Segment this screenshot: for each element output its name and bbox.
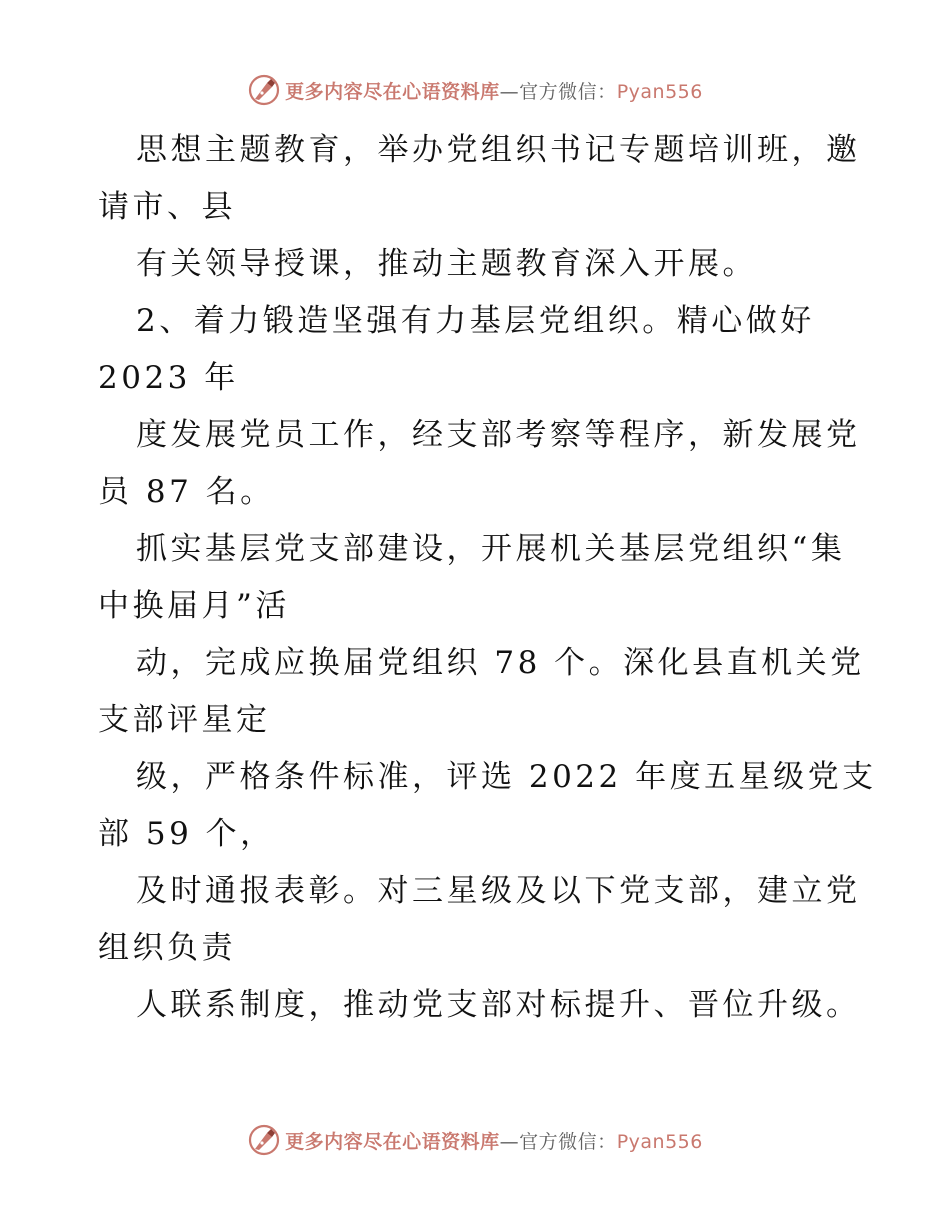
text-line: 组织负责 [98, 930, 236, 966]
watermark-main-text: 更多内容尽在心语资料库 [285, 80, 500, 103]
text-line: 动，完成应换届党组织 78 个。深化县直机关党 [136, 645, 865, 681]
watermark-main-text: 更多内容尽在心语资料库 [285, 1130, 500, 1153]
footer-watermark [0, 1120, 950, 1160]
watermark-text [285, 1127, 703, 1154]
text-line: 请市、县 [98, 189, 236, 225]
document-body [98, 122, 877, 1034]
text-line: 人联系制度，推动党支部对标提升、晋位升级。 [136, 987, 861, 1023]
text-line: 支部评星定 [98, 702, 271, 738]
text-line: 及时通报表彰。对三星级及以下党支部，建立党 [136, 873, 861, 909]
watermark-text [285, 77, 703, 104]
text-line: 抓实基层党支部建设，开展机关基层党组织“集 [136, 531, 846, 567]
watermark-official-label: —官方微信： [499, 1130, 617, 1153]
text-line: 2、着力锻造坚强有力基层党组织。精心做好 [136, 303, 815, 339]
text-line: 有关领导授课，推动主题教育深入开展。 [136, 246, 757, 282]
text-line: 中换届月”活 [98, 588, 290, 624]
pen-nib-logo-icon [247, 73, 281, 107]
text-line: 级，严格条件标准，评选 2022 年度五星级党支 [136, 759, 877, 795]
text-line: 思想主题教育，举办党组织书记专题培训班，邀 [136, 132, 861, 168]
text-line: 部 59 个， [98, 816, 275, 852]
text-line: 度发展党员工作，经支部考察等程序，新发展党 [136, 417, 861, 453]
watermark-wechat-id: Pyan556 [616, 1130, 703, 1153]
text-line: 员 87 名。 [98, 474, 275, 510]
pen-nib-logo-icon [247, 1123, 281, 1157]
text-line: 2023 年 [98, 360, 239, 396]
watermark-official-label: —官方微信： [499, 80, 617, 103]
header-watermark [0, 70, 950, 110]
watermark-wechat-id: Pyan556 [616, 80, 703, 103]
